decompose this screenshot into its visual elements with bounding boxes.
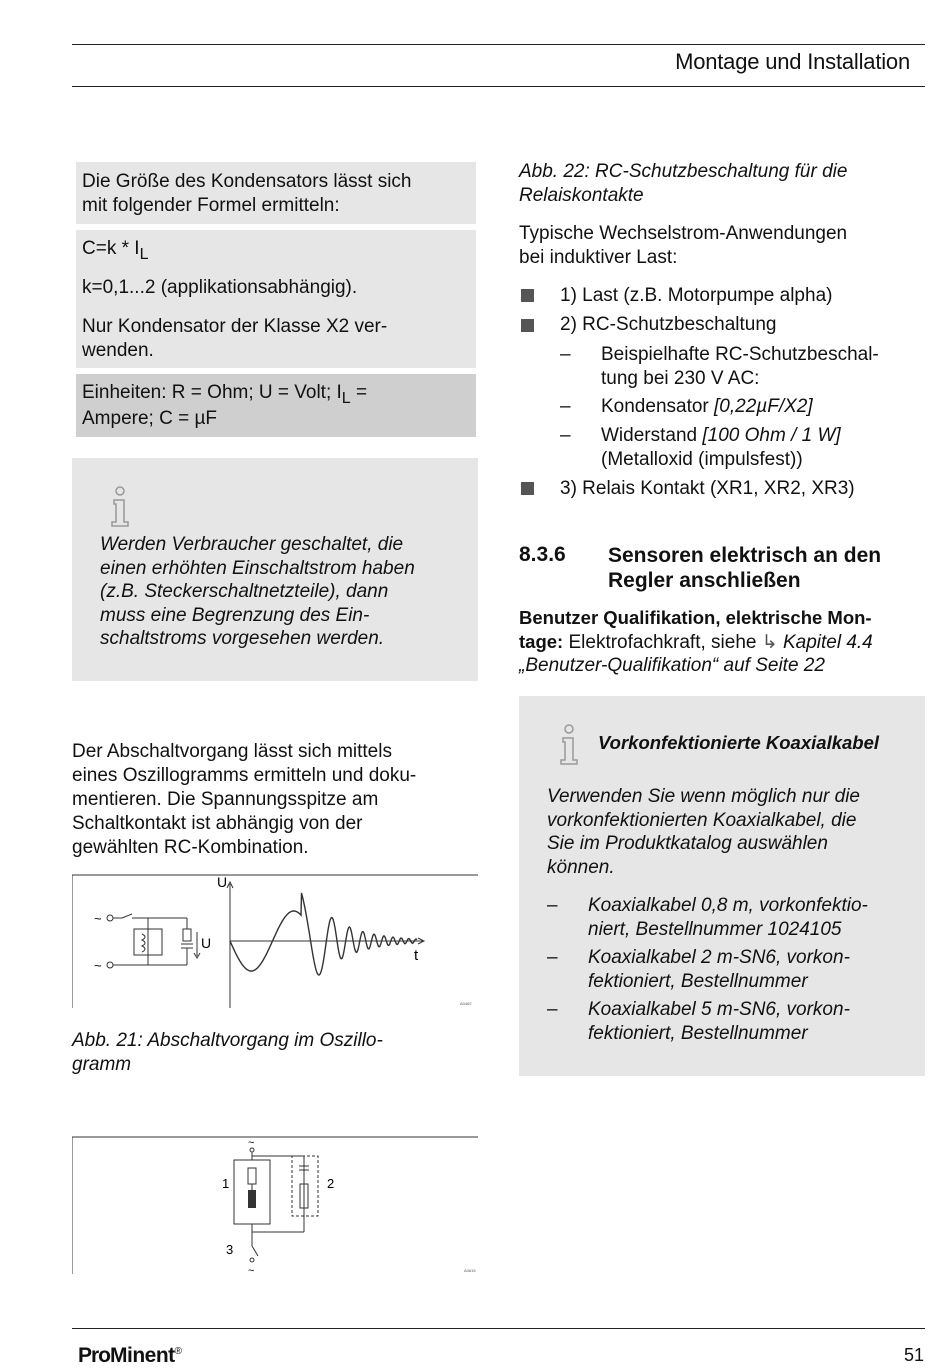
formula-intro-text: Die Größe des Kondensators lässt sich mit folgender Formel ermitteln: (82, 171, 412, 216)
dash-marker: – (547, 999, 558, 1020)
section-title: Sensoren elektrisch an den Regler anschließen (608, 544, 882, 592)
capacitor-value: [0,22µF/X2] (714, 396, 813, 417)
info-icon (108, 486, 136, 528)
page-header-title: Montage und Installation (675, 49, 910, 74)
dash-marker: – (560, 425, 571, 446)
bullet-item: 2) RC-Schutzbeschaltung (560, 314, 777, 335)
qualification-tage: tage: (519, 631, 564, 652)
units-text-a: Einheiten: R = Ohm; U = Volt; I (82, 382, 342, 403)
qualification-role: Elektrofachkraft, siehe (563, 632, 762, 653)
qualification-line-2 (519, 630, 873, 655)
figure-code-22: A0615 (464, 1268, 476, 1273)
label-u-axis: U (217, 874, 228, 890)
info-text-left: Werden Verbraucher geschaltet, die einen erhöhten Einschaltstrom haben (z.B. Steckerschaltnetzteile), dann muss eine Begrenzung des Ein- schaltstroms vorgesehen werden. (100, 534, 415, 649)
coax-item: Koaxialkabel 0,8 m, vorkonfektio- niert, Bestellnummer 1024105 (588, 895, 868, 940)
oscillogram-figure (72, 874, 478, 1010)
header-top-rule (72, 44, 925, 45)
resistor-type: (Metalloxid (impulsfest)) (601, 449, 803, 470)
logo-pro: Pro (78, 1344, 111, 1367)
tilde-bottom: ~ (94, 958, 102, 973)
capacitor-label: Kondensator (601, 396, 715, 417)
label-t: t (414, 947, 419, 964)
prominent-logo (78, 1340, 182, 1368)
logo-minent: Minent (110, 1344, 175, 1367)
dash-marker: – (560, 344, 571, 365)
label-2: 2 (327, 1176, 335, 1191)
formula-text: C=k * I (82, 238, 140, 259)
units-subscript: L (341, 390, 351, 407)
typical-intro: Typische Wechselstrom-Anwendungen bei induktiver Last: (519, 223, 848, 268)
sub-item-resistor (601, 424, 841, 448)
resistor-value: [100 Ohm / 1 W] (702, 425, 841, 446)
info-icon (557, 724, 585, 766)
coax-item: Koaxialkabel 2 m-SN6, vorkon- fektioniert, Bestellnummer (588, 947, 850, 992)
chapter-link[interactable]: Kapitel 4.4 (777, 632, 873, 653)
fig22-caption: Abb. 22: RC-Schutzbeschaltung für die Relaiskontakte (519, 161, 848, 206)
sub-item-capacitor (601, 395, 813, 419)
dash-marker: – (560, 396, 571, 417)
bullet-marker (521, 319, 534, 332)
info-text-right: Verwenden Sie wenn möglich nur die vorkonfektionierten Koaxialkabel, die Sie im Produktkatalog auswählen können. (547, 786, 860, 878)
info-title-right: Vorkonfektionierte Koaxialkabel (598, 732, 880, 753)
rc-protection-figure (72, 1136, 478, 1276)
header-bottom-rule (72, 86, 925, 87)
bullet-marker (521, 289, 534, 302)
qualification-line-1: Benutzer Qualifikation, elektrische Mon- (519, 607, 872, 628)
section-number: 8.3.6 (519, 543, 566, 566)
label-u-cap: U (201, 935, 212, 951)
bullet-item: 3) Relais Kontakt (XR1, XR2, XR3) (560, 478, 855, 499)
units-text-b: = (350, 382, 368, 403)
figure-code: A0462 (460, 1001, 472, 1006)
dash-marker: – (547, 947, 558, 968)
formula-main (82, 237, 148, 267)
k-range-text: k=0,1...2 (applikationsabhängig). (82, 277, 358, 298)
page-number: 51 (903, 1345, 924, 1365)
fig21-caption: Abb. 21: Abschaltvorgang im Oszillo- gramm (72, 1030, 383, 1075)
sub-item-example: Beispielhafte RC-Schutzbeschal- tung bei 230 V AC: (601, 344, 879, 389)
oscillation-wave (230, 893, 417, 975)
tilde-top: ~ (94, 911, 102, 926)
bullet-marker (521, 482, 534, 495)
bullet-item: 1) Last (z.B. Motorpumpe alpha) (560, 285, 833, 306)
abschalt-text: Der Abschaltvorgang lässt sich mittels eines Oszillogramms ermitteln und doku- mentieren. Die Spannungsspitze am Schaltkontakt ist abhängig von der gewählten RC-Kombination. (72, 741, 417, 858)
dash-marker: – (547, 895, 558, 916)
footer-rule (72, 1328, 925, 1329)
tilde-bottom-22: ~ (248, 1265, 255, 1276)
coax-item: Koaxialkabel 5 m-SN6, vorkon- fektioniert, Bestellnummer (588, 999, 850, 1044)
label-3: 3 (226, 1242, 234, 1257)
link-arrow-icon[interactable]: ↳ (761, 632, 778, 653)
tilde-top-22: ~ (248, 1137, 255, 1149)
resistor-label: Widerstand (601, 425, 703, 446)
units-line-2: Ampere; C = µF (82, 408, 218, 429)
logo-registered: ® (174, 1346, 182, 1357)
formula-subscript: L (139, 246, 149, 263)
label-1: 1 (222, 1176, 230, 1191)
x2-note-text: Nur Kondensator der Klasse X2 ver- wenden. (82, 316, 388, 361)
chapter-link-title[interactable]: „Benutzer-Qualifikation“ auf Seite 22 (519, 655, 825, 676)
